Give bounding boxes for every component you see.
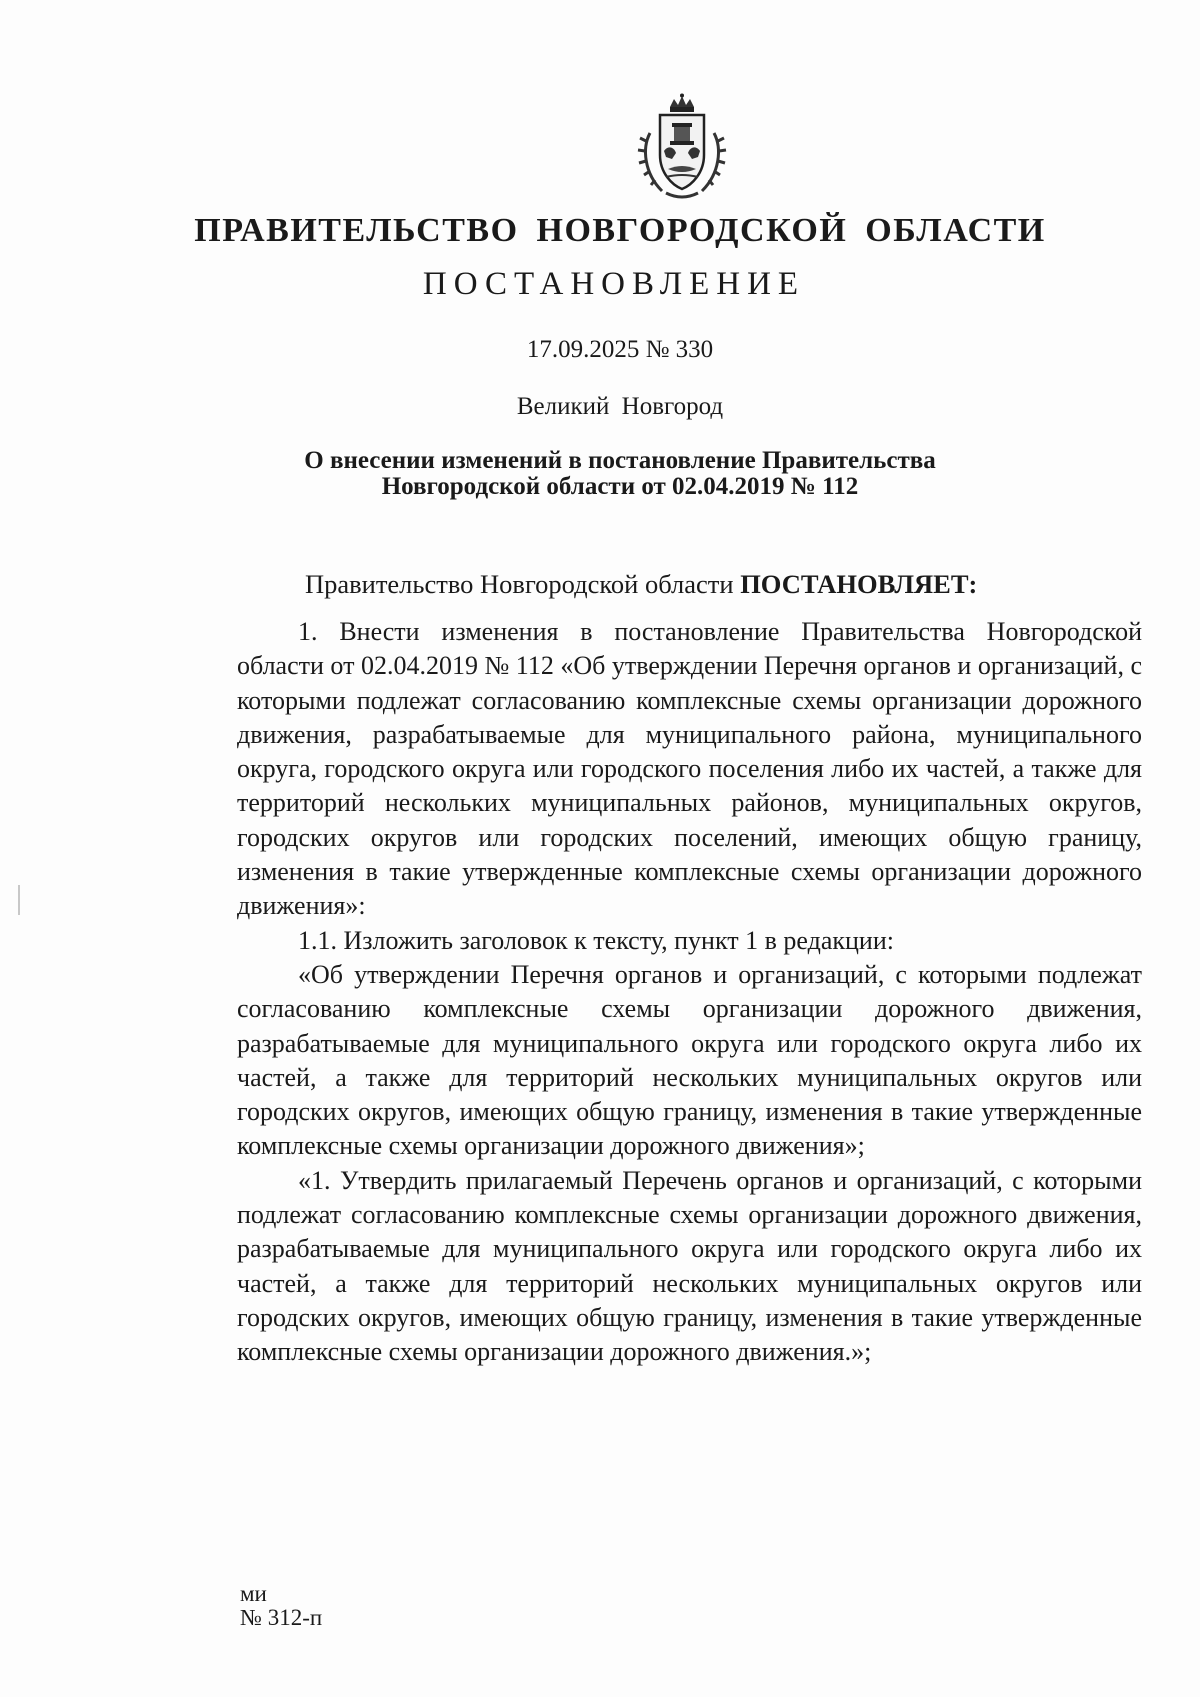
government-title: ПРАВИТЕЛЬСТВО НОВГОРОДСКОЙ ОБЛАСТИ — [194, 212, 1046, 249]
paragraph-1: 1. Внести изменения в постановление Правительства Новгородской области от 02.04.2019 № 112 «Об утверждении Перечня органов и организаций, с которыми подлежат согласованию комплексные схемы организации дорожного движения, разрабатываемые для муниципального района, муниципального округа, городского округа или городского поселения либо их частей, а также для территорий нескольких муниципальных районов, муниципальных округов, городских округов или городских поселений, имеющих общую границу, изменения в такие утвержденные комплексные схемы организации дорожного движения»: — [237, 617, 1142, 921]
subject-line-1: О внесении изменений в постановление Правительства — [304, 447, 936, 474]
footer-code: № 312-п — [240, 1605, 323, 1630]
document-city: Великий Новгород — [516, 393, 724, 420]
quoted-point-1: «1. Утвердить прилагаемый Перечень органов и организаций, с которыми подлежат согласованию комплексные схемы организации дорожного движения, разрабатываемые для муниципального округа или городского округа либо их частей, а также для территорий нескольких муниципальных округов или городских округов, имеющих общую границу, изменения в такие утвержденные комплексные схемы организации дорожного движения.»; — [237, 1165, 1142, 1367]
resolution-body — [237, 615, 1142, 1370]
intro-bold-keyword: ПОСТАНОВЛЯЕТ: — [740, 569, 978, 599]
paragraph-1-1: 1.1. Изложить заголовок к тексту, пункт 1 в редакции: — [298, 925, 894, 955]
subject-line-2: Новгородской области от 02.04.2019 № 112 — [381, 473, 859, 500]
novgorod-coat-of-arms-icon — [636, 93, 728, 203]
document-type: ПОСТАНОВЛЕНИЕ — [422, 266, 806, 302]
quoted-title: «Об утверждении Перечня органов и организаций, с которыми подлежат согласованию комплексные схемы организации дорожного движения, разрабатываемые для муниципального округа или городского округа либо их частей, а также для территорий нескольких муниципальных округов или городских округов, имеющих общую границу, изменения в такие утвержденные комплексные схемы организации дорожного движения»; — [237, 959, 1142, 1161]
document-subject — [20, 448, 1200, 500]
intro-text: Правительство Новгородской области — [305, 569, 741, 599]
document-footer — [240, 1582, 322, 1630]
footer-initials: ми — [240, 1581, 267, 1606]
document-date-number: 17.09.2025 № 330 — [526, 336, 714, 363]
scan-artifact — [18, 885, 20, 915]
resolution-intro — [305, 567, 1105, 601]
